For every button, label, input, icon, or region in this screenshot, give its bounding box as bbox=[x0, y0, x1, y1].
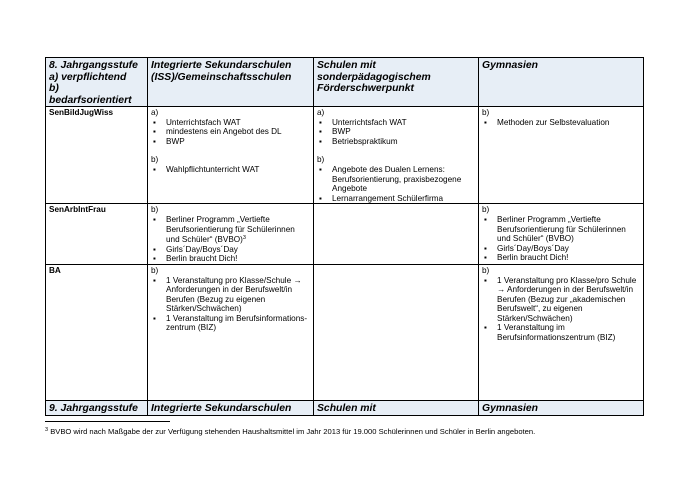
measure-list bbox=[482, 215, 640, 263]
group-label: b) bbox=[482, 265, 490, 275]
header-sonder bbox=[314, 58, 479, 107]
group-label: a) bbox=[151, 108, 159, 117]
header-gymnasien bbox=[479, 58, 644, 107]
measure-group bbox=[151, 266, 310, 333]
measure-list bbox=[151, 118, 310, 147]
cell-sonder bbox=[314, 204, 479, 265]
header-gymnasien-line: Gymnasien bbox=[482, 60, 539, 71]
measure-group bbox=[151, 205, 310, 264]
list-item bbox=[152, 127, 310, 137]
list-item bbox=[483, 276, 640, 324]
group-label: b) bbox=[151, 205, 159, 215]
table-row bbox=[46, 204, 644, 265]
row-label: BA bbox=[46, 264, 148, 400]
measure-list bbox=[482, 118, 640, 128]
list-item bbox=[152, 165, 310, 175]
cell-sonder bbox=[314, 264, 479, 400]
list-item-text: Berliner Programm „Vertiefte Berufsorientierung für Schülerinnen und Schüler“ (BVBO) bbox=[497, 214, 626, 244]
table-row bbox=[46, 264, 644, 400]
list-item-text: 1 Veranstaltung pro Klasse/Schule → Anforderungen in der Berufswelt/in Berufen (Bezug zu eigenen Stärken/Schwächen) bbox=[166, 275, 302, 314]
header-iss-line: Integrierte Sekundarschulen bbox=[151, 60, 292, 71]
header-sonder-line: sonderpädagogischem bbox=[317, 71, 431, 83]
list-item-text: Unterrichtsfach WAT bbox=[166, 117, 241, 127]
footnote bbox=[45, 426, 535, 436]
list-item bbox=[483, 323, 640, 342]
list-item bbox=[152, 215, 310, 245]
list-item bbox=[318, 137, 475, 147]
list-item-text: BWP bbox=[332, 127, 351, 137]
header-iss-9: Integrierte Sekundarschulen bbox=[148, 400, 314, 415]
cell-gymnasien bbox=[479, 107, 644, 204]
list-item bbox=[152, 254, 310, 264]
header-grade-8-line: a) verpflichtend bbox=[49, 71, 127, 83]
header-grade-8-line: b) bedarfsorientiert bbox=[49, 83, 132, 106]
measures-table bbox=[45, 57, 644, 416]
measure-list bbox=[317, 118, 475, 147]
header-iss bbox=[148, 58, 314, 107]
measure-list bbox=[317, 165, 475, 203]
measure-list bbox=[151, 215, 310, 264]
row-label: SenBildJugWiss bbox=[46, 107, 148, 204]
list-item-text: Unterrichtsfach WAT bbox=[332, 117, 407, 127]
list-item-text: Methoden zur Selbstevaluation bbox=[497, 117, 610, 127]
footnote-number: 3 bbox=[45, 427, 49, 433]
cell-iss bbox=[148, 204, 314, 265]
measure-group bbox=[151, 108, 310, 146]
group-label: b) bbox=[482, 205, 490, 215]
list-item-text: Berliner Programm „Vertiefte Berufsorientierung für Schülerinnen und Schüler“ (BVBO) bbox=[166, 214, 295, 245]
list-item bbox=[483, 215, 640, 244]
list-item-text: Girls´Day/Boys´Day bbox=[166, 244, 238, 254]
list-item-text: Lernarrangement Schülerfirma bbox=[332, 193, 444, 203]
measure-group bbox=[317, 108, 475, 146]
row-label: SenArbIntFrau bbox=[46, 204, 148, 265]
header-sonder-9: Schulen mit bbox=[314, 400, 479, 415]
list-item-text: Girls´Day/Boys´Day bbox=[497, 243, 569, 253]
footnote-text: BVBO wird nach Maßgabe der zur Verfügung stehenden Haushaltsmittel im Jahr 2013 für 19.000 Schülerinnen und Schüler in Berlin angeboten. bbox=[50, 427, 536, 436]
list-item bbox=[152, 276, 310, 314]
measure-group bbox=[317, 155, 475, 203]
header-grade-8-line: 8. Jahrgangsstufe bbox=[49, 60, 138, 71]
footnote-separator bbox=[45, 421, 170, 422]
header-sonder-line: Förderschwerpunkt bbox=[317, 83, 414, 94]
list-item-text: mindestens ein Angebot des DL bbox=[166, 127, 282, 137]
header-gymnasien-9: Gymnasien bbox=[479, 400, 644, 415]
list-item bbox=[152, 137, 310, 147]
list-item bbox=[318, 118, 475, 128]
measure-group bbox=[482, 266, 640, 343]
list-item-text: Betriebspraktikum bbox=[332, 136, 398, 146]
header-sonder-line: Schulen mit bbox=[317, 60, 376, 71]
list-item-text: Berlin braucht Dich! bbox=[166, 254, 238, 264]
header-iss-line: (ISS)/Gemeinschaftsschulen bbox=[151, 71, 292, 83]
list-item bbox=[318, 194, 475, 204]
cell-gymnasien bbox=[479, 204, 644, 265]
list-item-text: 1 Veranstaltung im Berufsinformations-zentrum (BIZ) bbox=[166, 313, 308, 333]
measure-list bbox=[151, 165, 310, 175]
group-label: b) bbox=[151, 265, 159, 275]
list-item-text: BWP bbox=[166, 136, 185, 146]
list-item bbox=[483, 253, 640, 263]
header-grade-8 bbox=[46, 58, 148, 107]
list-item bbox=[152, 314, 310, 333]
list-item bbox=[152, 245, 310, 255]
cell-iss bbox=[148, 107, 314, 204]
list-item bbox=[318, 165, 475, 194]
table-row bbox=[46, 107, 644, 204]
list-item-text: Angebote des Dualen Lernens: Berufsorientierung, praxisbezogene Angebote bbox=[332, 164, 462, 194]
table-header-row-grade-9 bbox=[46, 400, 644, 415]
header-grade-9: 9. Jahrgangsstufe bbox=[46, 400, 148, 415]
measure-group bbox=[482, 108, 640, 127]
list-item-text: Wahlpflichtunterricht WAT bbox=[166, 164, 260, 174]
list-item bbox=[152, 118, 310, 128]
group-label: b) bbox=[482, 108, 490, 117]
group-label: b) bbox=[151, 155, 159, 165]
measure-list bbox=[151, 276, 310, 334]
list-item bbox=[318, 127, 475, 137]
footnote-ref: 3 bbox=[242, 235, 246, 242]
table-header-row bbox=[46, 58, 644, 107]
list-item bbox=[483, 118, 640, 128]
list-item-text: 1 Veranstaltung im Berufsinformationszentrum (BIZ) bbox=[497, 323, 616, 343]
group-label: a) bbox=[317, 108, 325, 117]
group-label: b) bbox=[317, 155, 325, 165]
list-item bbox=[483, 244, 640, 254]
cell-iss bbox=[148, 264, 314, 400]
measure-list bbox=[482, 276, 640, 343]
measure-group bbox=[151, 155, 310, 174]
list-item-text: 1 Veranstaltung pro Klasse/pro Schule → Anforderungen in der Berufswelt/in Berufen (Bezug zur „akademischen Berufswelt“, zu eigenen Stärken/Schwächen) bbox=[497, 275, 637, 323]
measure-group bbox=[482, 205, 640, 263]
cell-sonder bbox=[314, 107, 479, 204]
list-item-text: Berlin braucht Dich! bbox=[497, 253, 569, 263]
cell-gymnasien bbox=[479, 264, 644, 400]
